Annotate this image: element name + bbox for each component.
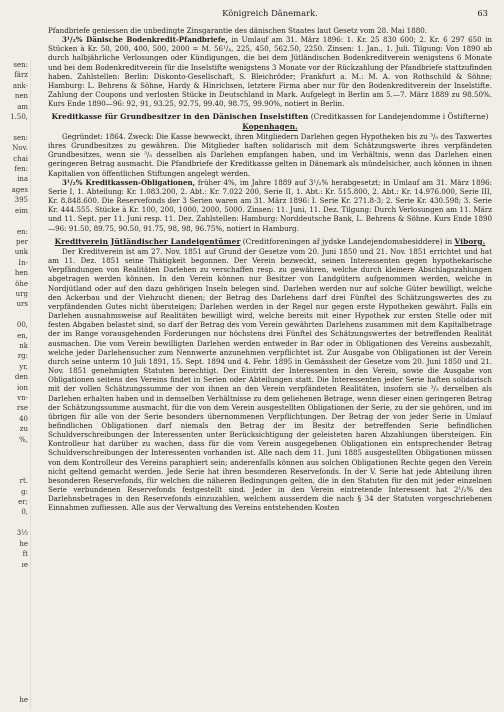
institution-city: Viborg. — [454, 236, 486, 246]
margin-fragment: ages — [11, 185, 28, 194]
institution-city: Kopenhagen. — [242, 121, 298, 131]
margin-fragment: 0, — [21, 508, 28, 517]
margin-fragment: g: — [21, 487, 28, 496]
margin-fragment — [0, 310, 30, 320]
margin-fragment — [0, 466, 30, 476]
margin-fragment: nen — [14, 92, 28, 101]
margin-fragment — [0, 445, 30, 455]
paragraph: Der Kreditverein ist am 27. Nov. 1851 auf Grund der Gesetze vom 20. Juni 1850 und 21. Nov. 1851 errichtet und hat am 11. Dez. 1851 seine Thätigkeit begonnen. Der Verein bezweckt, seinen Interessenten gegen hypothekarische Verpfändungen von Realitäten Darlehen zu verschaffen resp. zu gewähren, welche durch kleinere Abschlagszahlungen abgetragen werden können. In den Verein können nur Besitzer von Landgütern aufgenommen werden, welche in Nordjütland oder auf den dazu gehörigen Inseln belegen sind. Darlehen werden nur auf solche Güter bewilligt, welche den Ackerbau und der Viehzucht dienen; der Betrag des Darlehens darf drei Fünftel des Schätzungswertes des zu verpfändenden Gutes nicht übersteigen; Darlehen werden in der Regel nur gegen erste Hypotheken gewährt. Falls ein Darlehen ausnahmsweise auf Realitäten bewilligt wird, welche bereits mit einer Hypothek zur ersten Stelle oder mit festen Abgaben belastet sind, so darf der Betrag des vom Verein gewährten Darlehens zusammen mit dem Kapitalbetrage der im Range vorausgehenden Forderungen nur höchstens drei Fünftel des Schätzungswertes der betreffenden Realität ausmachen. Die vom Verein bewilligten Darlehen werden entweder in Bar oder in Obligationen des Vereins ausbezahlt, welche jeder Darlehensucher zum Nennwerte anzunehmen verpflichtet ist. Zur Ausgabe von Obligationen ist der Verein durch seine unterm 10 Juli 1891, 15. Sept. 1894 und 4. Febr. 1895 in Gemässheit der Gesetze vom 20. Juni 1850 und 21. Nov. 1851 genehmigten Statuten berechtigt. Der Eintritt der Interessenten in den Verein, sowie die Ausgabe von Obligationen seitens des Vereins findet in Serien oder Abteilungen statt. Die Interessenten jeder Serie haften solidarisch mit der vollen Schätzungssumme der von ihnen an den Verein verpfändeten Realitäten, insofern sie ³/₅ derselben als Darlehen erhalten haben und in demselben Verhältnisse zu dem geliehenen Betrage, wenn dieser einen geringeren Betrag der Schätzungssumme ausmacht, für die von dem Verein ausgestellten Obligationen der Serie, zu der sie gehören, und im übrigen für alle von der Serie besonders übernommenen Verpflichtungen. Der Betrag der von jeder Serie in Umlauf befindlichen Obligationen darf niemals den Betrag der im Besitz der betreffenden Serie befindlichen Schuldverschreibungen der Interessenten unter Berücksichtigung der geleisteten baren Abzahlungen übersteigen. Ein Kontrolleur hat darüber zu wachen, dass für die vom Verein ausgegebenen Obligationen ein entsprechender Betrag Schuldverschreibungen der Interessenten vorhanden ist. Alle nach dem 11. Juni 1885 ausgestellten Obligationen müssen von dem Kontrolleur des Vereins paraphiert sein; anderenfalls können aus solchen Obligationen Rechte gegen den Verein nicht geltend gemacht werden. Jede Serie hat ihren besonderen Reservefonds. In der V. Serie hat jede Abteilung ihren besonderen Reservefonds, für welchen die näheren Bedingungen gelten, die in den Statuten für den mit jeder einzelnen Serie verbundenen Reservefonds festgestellt sind. Jeder in den Verein eintretende Interessent hat 2¹/₂% des Darlehnsbetrages in den Reservefonds einzuzahlen, welchem ausserdem die nach § 34 der Statuten vorgeschriebenen Einnahmen zufliessen. Alle aus der Verwaltung des Vereins entstehenden Kosten — [48, 247, 492, 513]
margin-fragment: zu — [19, 425, 28, 434]
margin-fragment — [0, 455, 30, 465]
margin-fragment: 40 — [19, 414, 28, 423]
left-margin-fragment-column — [0, 60, 31, 710]
section-heading — [48, 237, 492, 246]
margin-fragment — [0, 705, 30, 710]
margin-fragment: 395 — [14, 196, 28, 205]
section-kreditverein — [48, 237, 492, 513]
margin-fragment — [0, 684, 30, 694]
margin-fragment — [0, 674, 30, 684]
paragraph: Gegründet: 1864. Zweck: Die Kasse bewweckt, ihren Mitgliedern Darlehen gegen Hypotheken bis zu ³/₅ des Taxwertes ihres Grundbesitzes zu gewähren. Die Mitglieder haften solidarisch mit dem Schätzungswerte ihres verpfändeten Grundbesitzes, wenn sie ³/₅ desselben als Darlehen empfangen haben, und im Verhältnis, wenn das Darlehen einen geringeren Betrag ausmacht. Die Pfandbriefe der Kreditkasse gelten in Dänemark als mündelsicher, auch können in ihnen Kapitalien von öffentlichen Stiftungen angelegt werden. — [48, 132, 492, 178]
margin-fragment: hen — [14, 269, 28, 278]
bond-entry-bodenkredit — [48, 35, 492, 108]
margin-fragment: he — [19, 695, 28, 704]
margin-fragment — [0, 580, 30, 590]
margin-fragment — [0, 643, 30, 653]
margin-fragment — [0, 122, 30, 132]
margin-fragment: ıe — [21, 560, 28, 569]
margin-fragment: In- — [18, 258, 28, 267]
margin-fragment — [0, 612, 30, 622]
margin-fragment: ion — [17, 383, 28, 392]
margin-fragment: fen: — [14, 165, 28, 174]
margin-fragment: yr, — [19, 362, 28, 371]
section-kreditkasse — [48, 112, 492, 232]
margin-fragment — [0, 622, 30, 632]
margin-fragment: öhe — [15, 279, 28, 288]
margin-fragment: er; — [18, 498, 28, 507]
margin-fragment: chai — [13, 154, 28, 163]
margin-fragment: eim — [14, 206, 28, 215]
institution-subtitle: (Creditkassen for Landejendomme i Östifterne) — [308, 112, 489, 122]
margin-fragment — [0, 664, 30, 674]
margin-fragment: färz — [14, 71, 28, 80]
margin-fragment: rt. — [19, 477, 28, 486]
institution-name: Kreditkasse für Grundbesitzer in den Dänischen Inselstiften — [51, 112, 309, 122]
margin-fragment — [0, 632, 30, 642]
margin-fragment: he — [19, 539, 28, 548]
page-number: 63 — [477, 8, 488, 18]
continued-paragraph: Pfandbriefe geniessen die unbedingte Zinsgarantie des dänischen Staates laut Gesetz vom 28. Mai 1880. — [48, 26, 427, 35]
bond-text: in Umlauf am 31. März 1896: 1. Kr. 25 830 600; 2. Kr. 6 297 650 in Stücken à Kr. 50, 200, 400, 500, 2000 = M. 56¹/₄, 225, 450, 562.50, 2250. Zinsen: 1. Jan., 1. Juli. Tilgung: Von 1890 ab durch halbjährliche Verlosungen oder Kündigungen, die bei dem Jütländischen Bodenkreditverein wenigstens 6 Monate und bei dem Bodenkreditverein für die Inselstifte wenigstens 3 Monate vor der Rückzahlung der Pfandbriefe stattzufinden haben. Zahlstellen: Berlin: Diskonto-Gesellschaft, S. Bleichröder; Frankfurt a. M.: M. A. von Rothschild & Söhne; Hamburg: L. Behrens & Söhne, Hardy & Hinrichsen, letztere Firma aber nur für den Bodenkreditverein der Inselstifte. Zahlung der Coupons und verlosten Stücke in Deutschland in Mark. Aufgelegt in Berlin am 5.—7. März 1889 zu 98.50%. Kurs Ende 1890—96: 92, 91, 93.25, 92.75, 99.40, 98.75, 99.90%, notiert in Berlin. — [48, 35, 492, 109]
margin-fragment — [0, 216, 30, 226]
bond-entry-kreditkassen — [48, 178, 492, 233]
margin-fragment: vn- — [17, 394, 28, 402]
institution-name: Kreditverein Jütländischer — [54, 236, 168, 246]
margin-fragment: ina — [17, 175, 28, 184]
section-heading — [48, 112, 492, 131]
margin-fragment: ft — [22, 550, 28, 559]
margin-fragment: 1.50, — [10, 113, 28, 122]
institution-name-cont: Landeigentümer — [167, 236, 241, 246]
document-page — [48, 6, 492, 708]
margin-fragment: ank- — [12, 81, 28, 90]
margin-fragment: Nov. — [12, 144, 28, 153]
bond-heading: 3¹/₂% Dänische Bodenkredit-Pfandbriefe, — [62, 35, 228, 45]
margin-fragment: am — [17, 102, 28, 111]
running-title: Königreich Dänemark. — [222, 8, 318, 18]
margin-fragment — [0, 653, 30, 663]
margin-fragment: %, — [19, 435, 28, 444]
margin-fragment: en: — [16, 227, 28, 236]
margin-fragment: nk — [19, 341, 28, 350]
margin-fragment: en, — [17, 331, 28, 340]
margin-fragment: rg: — [17, 352, 28, 361]
margin-fragment: 3½ — [16, 529, 28, 538]
margin-fragment: rse — [16, 404, 28, 413]
institution-subtitle: (Creditforeningen af jydske Landejendomsbesiddere) in — [240, 236, 455, 246]
margin-fragment: 00, — [16, 321, 28, 330]
bond-text: früher 4%, im Jahre 1889 auf 3¹/₂% herabgesetzt; in Umlauf am 31. März 1896: Serie I, 1. Abteilung: Kr. 1.083.200, 2. Abt.: Kr. 7.022 200, Serie II, 1. Abt.: Kr. 515.800, 2. Abt.: Kr. 14.976.000, Serie III, Kr. 8.848.600. Die Reservefonds der 3 Serien waren am 31. März 1896: I. Serie Kr. 271.8-3; 2. Serie Kr. 430.598; 3. Serie Kr. 444.555. Stücke à Kr. 100, 200, 1000, 2000, 5000. Zinsen: 11. Juni, 11. Dez. Tilgung: Durch Verlosungen am 11. März und 11. Sept. per 11. Juni resp. 11. Dez. Zahlstellen: Hamburg: Norddeutsche Bank, L. Behrens & Söhne. Kurs Ende 1890—96: 91.50, 89.75, 90.50, 91.75, 98, 98, 96.75%, notiert in Hamburg. — [48, 177, 492, 233]
bond-heading: 3¹/₂% Kreditkassen-Obligationen, — [62, 177, 196, 187]
margin-fragment: sen: — [13, 61, 28, 69]
margin-fragment: unk — [14, 248, 28, 257]
margin-fragment — [0, 570, 30, 580]
margin-fragment: sen: — [13, 133, 28, 142]
margin-fragment: den — [14, 373, 28, 382]
margin-fragment: urg — [15, 289, 28, 298]
margin-fragment — [0, 601, 30, 611]
margin-fragment — [0, 518, 30, 528]
margin-fragment: urs — [16, 300, 28, 309]
margin-fragment: per — [16, 237, 28, 246]
margin-fragment — [0, 591, 30, 601]
running-header — [48, 6, 492, 20]
